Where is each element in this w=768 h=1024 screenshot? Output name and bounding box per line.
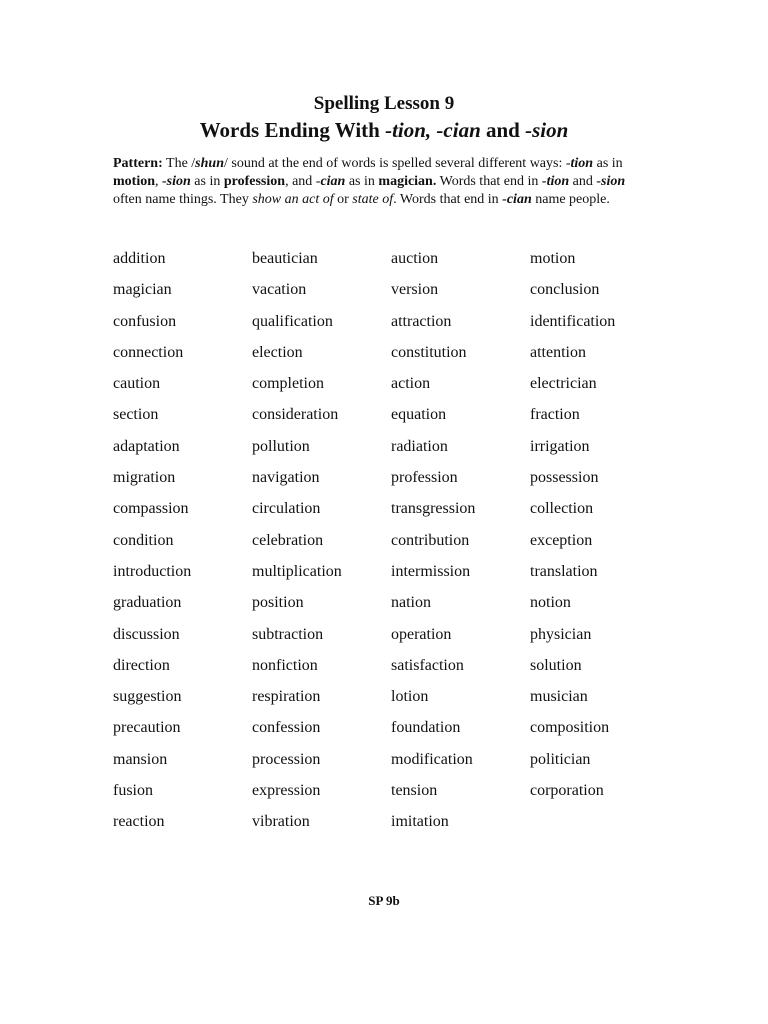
word-list-item: constitution (391, 343, 467, 361)
pattern-sion-2: -sion (596, 174, 626, 189)
word-list-item: reaction (113, 813, 165, 831)
pattern-shun: shun (195, 156, 224, 171)
pattern-cian: cian (320, 174, 346, 189)
pattern-text: as in (190, 174, 224, 189)
pattern-text: . Words that end in (393, 192, 503, 207)
pattern-cian-2: -cian (502, 192, 532, 207)
word-list-item: auction (391, 250, 439, 267)
word-list-item: procession (252, 750, 321, 768)
word-list (113, 248, 673, 843)
word-list-item: motion (530, 250, 576, 267)
word-list-item: compassion (113, 500, 189, 518)
pattern-text: , (155, 174, 162, 189)
pattern-show-act: show an act of (252, 192, 334, 207)
word-list-item: attention (530, 343, 586, 361)
word-list-item: conclusion (530, 281, 600, 299)
word-list-item: nation (391, 594, 431, 612)
title-suffix-sion: -sion (525, 118, 569, 142)
word-list-item: mansion (113, 750, 168, 768)
word-list-item: graduation (113, 594, 182, 612)
word-list-item: modification (391, 750, 473, 768)
pattern-text: often name things. They (113, 192, 253, 207)
pattern-text: The / (162, 156, 196, 171)
word-list-item: discussion (113, 625, 180, 643)
word-list-item: celebration (252, 531, 324, 549)
word-list-item: action (391, 375, 431, 393)
pattern-text: as in (345, 174, 379, 189)
title-suffix-tion: -tion, (385, 118, 437, 142)
pattern-text: or (333, 192, 353, 207)
word-list-item: multiplication (252, 562, 342, 580)
pattern-text: name people. (531, 192, 610, 207)
word-list-item: electrician (530, 375, 597, 393)
pattern-profession: profession (223, 174, 286, 189)
word-list-item: section (113, 406, 159, 424)
word-list-item: version (391, 281, 439, 299)
pattern-text: as in (593, 156, 623, 171)
word-list-item: collection (530, 500, 594, 518)
pattern-label: Pattern: (113, 156, 163, 171)
word-list-item: profession (391, 469, 458, 487)
word-list-item: suggestion (113, 688, 182, 706)
word-list-item: election (252, 343, 303, 361)
title-prefix: Words Ending With (199, 118, 386, 142)
word-list-item: connection (113, 343, 184, 361)
word-list-item: magician (113, 281, 172, 299)
word-list-item: respiration (252, 688, 321, 706)
word-list-item: confusion (113, 312, 177, 330)
word-list-item: imitation (391, 813, 449, 831)
word-list-item: precaution (113, 719, 181, 737)
pattern-text: , and - (285, 174, 321, 189)
word-list-item: operation (391, 625, 452, 643)
word-list-item: lotion (391, 688, 429, 706)
word-list-item: vibration (252, 813, 310, 831)
word-list-item: contribution (391, 531, 470, 549)
word-list-item: confession (252, 719, 321, 737)
word-list-item: condition (113, 531, 174, 549)
page-footer: SP 9b (368, 893, 400, 908)
word-list-item: pollution (252, 437, 310, 455)
pattern-text: / sound at the end of words is spelled several different ways: - (223, 156, 571, 171)
word-list-item: composition (530, 719, 610, 737)
pattern-paragraph (113, 155, 653, 209)
word-list-item: transgression (391, 500, 476, 518)
word-list-item: addition (113, 250, 166, 267)
word-list-item: notion (530, 594, 571, 612)
word-list-item: fusion (113, 782, 153, 800)
pattern-tion: tion (570, 156, 594, 171)
word-list-item: intermission (391, 562, 471, 580)
word-list-item: nonfiction (252, 656, 318, 674)
pattern-tion-2: -tion (541, 174, 570, 189)
word-list-item: completion (252, 375, 324, 393)
word-list-item: caution (113, 375, 161, 393)
word-list-item: solution (530, 656, 582, 674)
word-list-item: tension (391, 782, 438, 800)
pattern-text: and (569, 174, 597, 189)
title-suffix-cian: -cian (436, 118, 481, 142)
word-list-item: foundation (391, 719, 461, 737)
word-list-item: migration (113, 469, 176, 487)
word-list-item: politician (530, 750, 591, 768)
pattern-text: Words that end in (436, 174, 542, 189)
word-list-item: adaptation (113, 437, 180, 455)
word-list-item: navigation (252, 469, 320, 487)
word-list-item: radiation (391, 437, 448, 455)
word-list-item: translation (530, 562, 598, 580)
word-list-item: subtraction (252, 625, 324, 643)
word-list-item: attraction (391, 312, 452, 330)
word-list-item: exception (530, 531, 593, 549)
word-list-item: possession (530, 469, 599, 487)
word-list-item: qualification (252, 312, 333, 330)
word-list-item: irrigation (530, 437, 590, 455)
pattern-state-of: state of (352, 192, 394, 207)
pattern-sion: -sion (162, 174, 191, 189)
word-list-item: equation (391, 406, 447, 424)
word-list-item (530, 811, 669, 842)
word-list-item: position (252, 594, 304, 612)
pattern-motion: motion (113, 174, 155, 189)
word-list-item: musician (530, 688, 588, 706)
title-and: and (480, 118, 526, 142)
word-list-item: expression (252, 782, 321, 800)
word-list-item: circulation (252, 500, 321, 518)
word-list-item: beautician (252, 250, 318, 267)
page-title (0, 116, 768, 144)
word-list-item: consideration (252, 406, 339, 424)
word-list-item: fraction (530, 406, 580, 424)
word-list-item: introduction (113, 562, 192, 580)
word-list-item: physician (530, 625, 592, 643)
word-list-item: identification (530, 312, 616, 330)
word-list-item: direction (113, 656, 170, 674)
pattern-magician: magician. (378, 174, 437, 189)
word-list-item: corporation (530, 782, 604, 800)
word-list-item: vacation (252, 281, 307, 299)
word-list-item: satisfaction (391, 656, 464, 674)
lesson-title: Spelling Lesson 9 (313, 93, 455, 114)
